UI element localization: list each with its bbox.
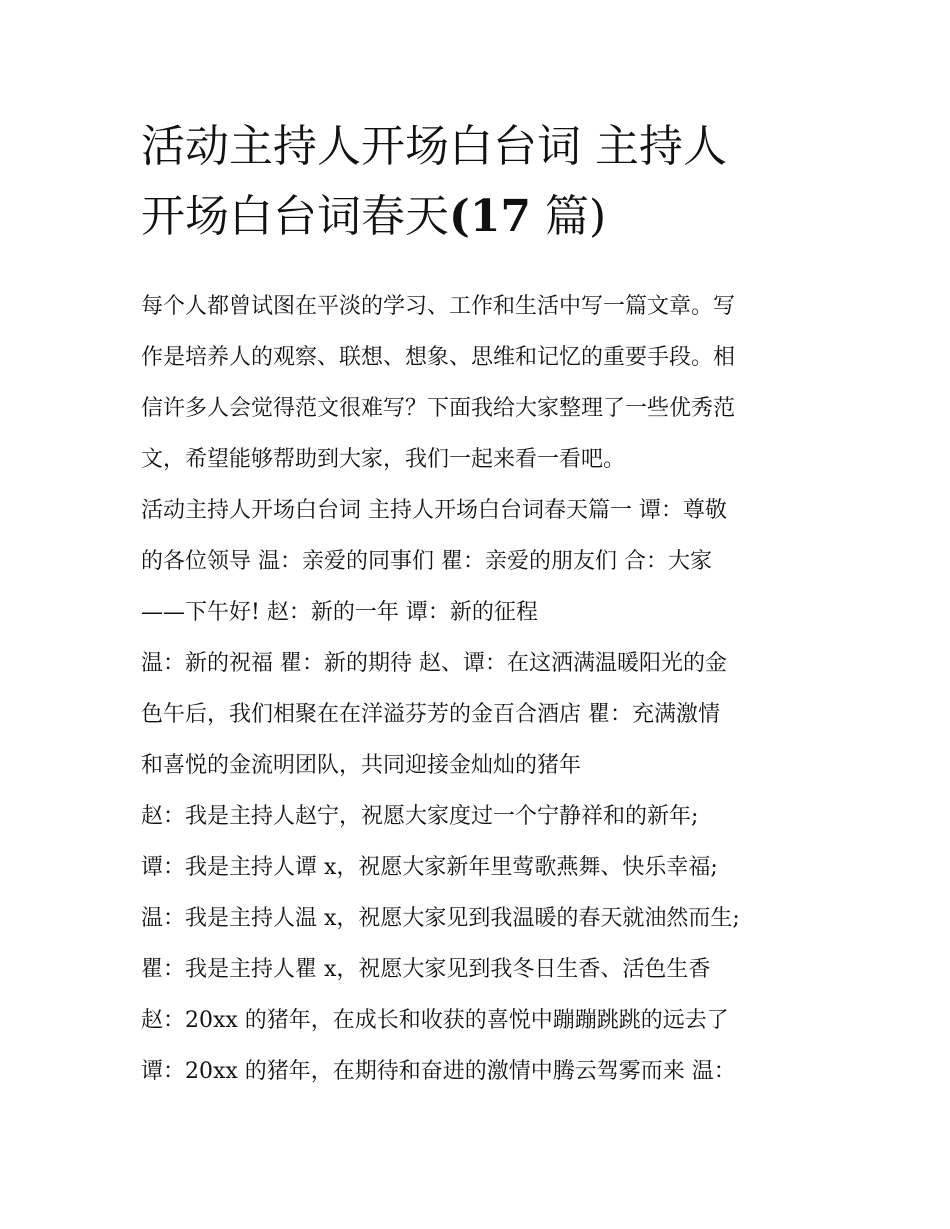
text-line: 作是培养人的观察、联想、想象、思维和记忆的重要手段。相 [141,345,736,370]
text-line: 温：新的祝福 瞿：新的期待 赵、谭：在这洒满温暖阳光的金 [141,651,727,676]
text-line: 赵：我是主持人赵宁，祝愿大家度过一个宁静祥和的新年; [141,804,699,829]
text-line: 文，希望能够帮助到大家，我们一起来看一看吧。 [141,447,626,472]
text-line: 谭：我是主持人谭 x，祝愿大家新年里莺歌燕舞、快乐幸福; [141,855,718,880]
title-number: (17 [449,191,532,242]
title-line-2-prefix: 开场白台词春天 [141,191,449,242]
text-line: 温：我是主持人温 x，祝愿大家见到我温暖的春天就油然而生; [141,906,740,931]
body-text [141,281,821,1097]
text-line: 瞿：我是主持人瞿 x，祝愿大家见到我冬日生香、活色生香 [141,957,711,982]
text-line: 信许多人会觉得范文很难写？下面我给大家整理了一些优秀范 [141,396,736,421]
text-line: ——下午好! 赵：新的一年 谭：新的征程 [141,600,538,625]
text-line: 色午后，我们相聚在在洋溢芬芳的金百合酒店 瞿：充满激情 [141,702,720,727]
title-line-2 [141,182,821,252]
text-line: 的各位领导 温：亲爱的同事们 瞿：亲爱的朋友们 合：大家 [141,549,712,574]
text-line: 赵：20xx 的猪年，在成长和收获的喜悦中蹦蹦跳跳的远去了 [141,1008,729,1033]
text-line: 和喜悦的金流明团队，共同迎接金灿灿的猪年 [141,753,582,778]
text-line: 活动主持人开场白台词 主持人开场白台词春天篇一 谭：尊敬 [141,498,727,523]
text-line: 每个人都曾试图在平淡的学习、工作和生活中写一篇文章。写 [141,294,736,319]
title-line-1: 活动主持人开场白台词 主持人 [141,121,727,172]
title-line-2-suffix: 篇) [531,191,607,242]
text-line: 谭：20xx 的猪年，在期待和奋进的激情中腾云驾雾而来 温： [141,1059,736,1084]
page-title [141,112,821,252]
